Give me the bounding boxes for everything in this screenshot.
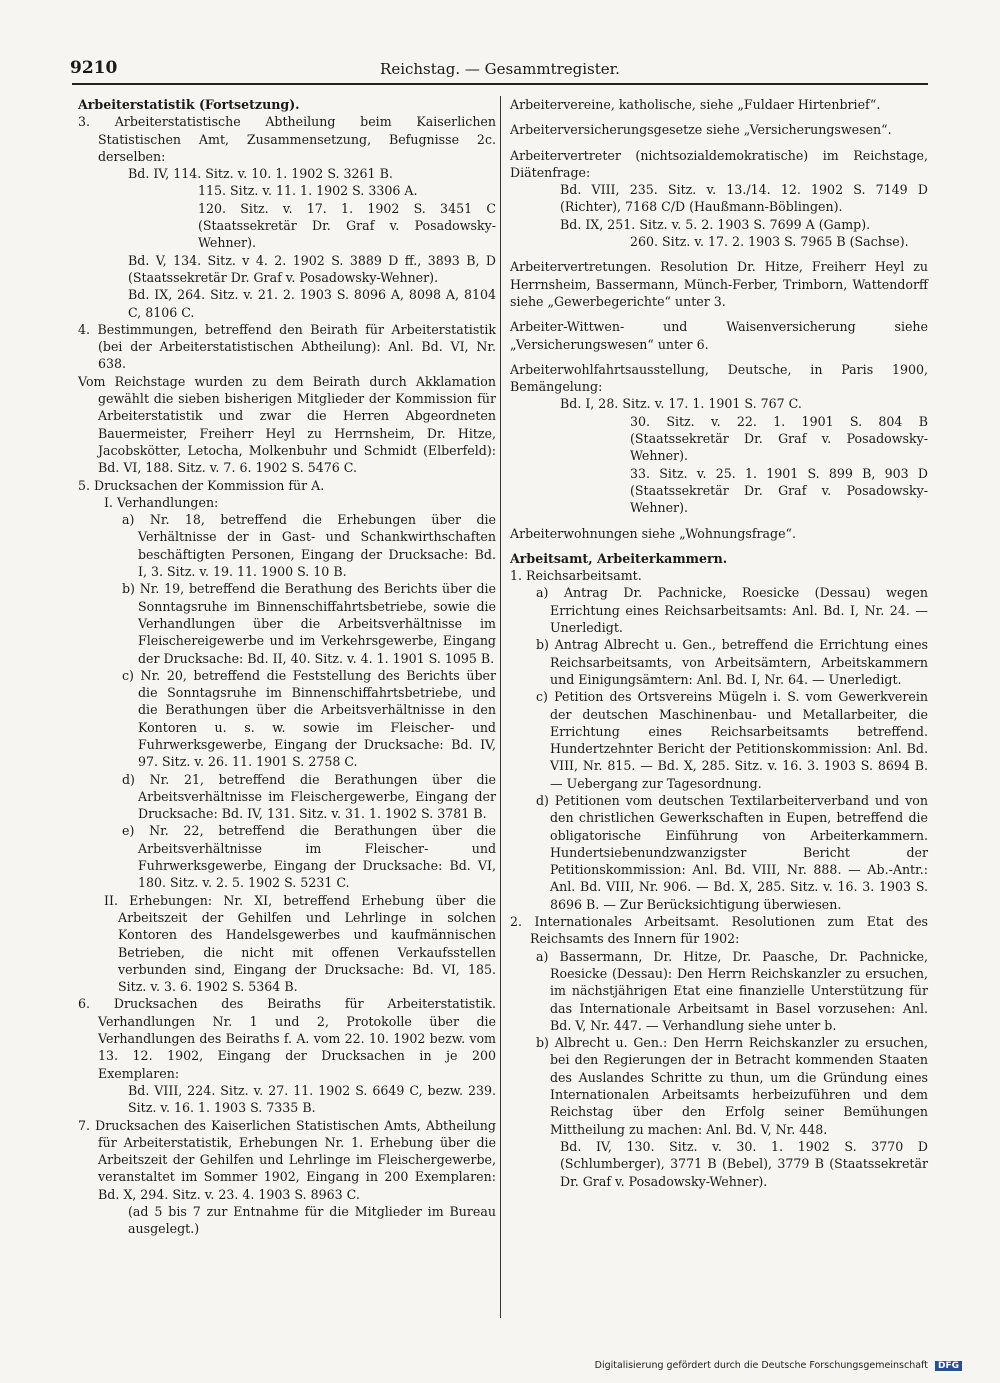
right-column-paragraph: Arbeiterversicherungsgesetze siehe „Versicherungswesen“. (510, 122, 892, 138)
right-column-paragraph: b) Albrecht u. Gen.: Den Herrn Reichskanzler zu ersuchen, bei den Regierungen der in Betracht kommenden Staaten des Auslandes Schritte zu thun, um die Gründung eines Internationalen Arbeitsamts herbeizuführen und dem Reichstag über den Erfolg seiner Bemühungen Mittheilung zu machen: Anl. Bd. V, Nr. 448. (536, 1035, 928, 1137)
left-column-paragraph: d) Nr. 21, betreffend die Berathungen über die Arbeitsverhältnisse im Fleischergewerbe, Eingang der Drucksache: Bd. IV, 131. Sitz. v. 31. 1. 1902 S. 3781 B. (122, 771, 496, 822)
right-column-paragraph: Arbeiterwohlfahrtsausstellung, Deutsche, in Paris 1900, Bemängelung: (510, 361, 928, 395)
footer-credit (595, 1360, 962, 1371)
right-column-paragraph: Arbeitervertreter (nichtsozialdemokratische) im Reichstage, Diätenfrage: (510, 147, 928, 180)
left-column-paragraph: 4. Bestimmungen, betreffend den Beirath für Arbeiterstatistik (bei der Arbeiterstatistischen Abtheilung): Anl. Bd. VI, Nr. 638. (78, 321, 496, 372)
right-column-paragraph: 2. Internationales Arbeitsamt. Resolutionen zum Etat des Reichsamts des Innern für 1902: (510, 914, 928, 947)
right-column-paragraph: Arbeitervereine, katholische, siehe „Fuldaer Hirtenbrief“. (510, 97, 881, 112)
right-column-paragraph: a) Antrag Dr. Pachnicke, Roesicke (Dessau) wegen Errichtung eines Reichsarbeitsamts: Anl. Bd. I, Nr. 24. — Unerledigt. (536, 585, 928, 636)
right-column (510, 96, 928, 1190)
left-column-paragraph: Arbeiterstatistik (Fortsetzung). (78, 97, 300, 112)
right-column-paragraph: 260. Sitz. v. 17. 2. 1903 S. 7965 B (Sachse). (630, 234, 909, 250)
header-rule (72, 83, 928, 85)
left-column-paragraph: a) Nr. 18, betreffend die Erhebungen über die Verhältnisse der in Gast- und Schankwirthschaften beschäftigten Personen, Eingang der Drucksache: Bd. I, 3. Sitz. v. 19. 11. 1900 S. 10 B. (122, 512, 496, 580)
right-column-paragraph: Bd. IX, 251. Sitz. v. 5. 2. 1903 S. 7699 A (Gamp). (560, 216, 871, 232)
left-column-paragraph: II. Erhebungen: Nr. XI, betreffend Erhebung über die Arbeitszeit der Gehilfen und Lehrlinge in solchen Kontoren des Handelsgewerbes und kaufmännischen Betrieben, die nicht mit offenen Verkaufsstellen verbunden sind, Eingang der Drucksache: Bd. VI, 185. Sitz. v. 3. 6. 1902 S. 5364 B. (104, 892, 496, 995)
right-column-paragraph: b) Antrag Albrecht u. Gen., betreffend die Errichtung eines Reichsarbeitsamts, von Arbeitsämtern, Arbeitskammern und Einigungsämtern: Anl. Bd. I, Nr. 64. — Unerledigt. (536, 637, 928, 687)
left-column-paragraph: (ad 5 bis 7 zur Entnahme für die Mitglieder im Bureau ausgelegt.) (128, 1204, 496, 1237)
left-column-paragraph: b) Nr. 19, betreffend die Berathung des Berichts über die Sonntagsruhe im Binnenschiffahrtsbetriebe, sowie die Verhandlungen über die Arbeitsverhältnisse im Fleischereigewerbe und im Verkehrsgewerbe, Eingang der Drucksache: Bd. II, 40. Sitz. v. 4. 1. 1901 S. 1095 B. (122, 581, 496, 666)
right-column-paragraph: Arbeiterwohnungen siehe „Wohnungsfrage“. (510, 525, 796, 541)
right-column-paragraph: Bd. IV, 130. Sitz. v. 30. 1. 1902 S. 3770 D (Schlumberger), 3771 B (Bebel), 3779 B (Staatssekretär Dr. Graf v. Posadowsky-Wehner). (560, 1138, 928, 1189)
left-column-paragraph: Vom Reichstage wurden zu dem Beirath durch Akklamation gewählt die sieben bisherigen Mitglieder der Kommission für Arbeiterstatistik und zwar die Herren Abgeordneten Bauermeister, Freiherr Heyl zu Herrnsheim, Dr. Hitze, Jacobskötter, Letocha, Molkenbuhr und Schmidt (Elberfeld): Bd. VI, 188. Sitz. v. 7. 6. 1902 S. 5476 C. (78, 373, 496, 476)
right-column-paragraph: c) Petition des Ortsvereins Mügeln i. S. vom Gewerkverein der deutschen Maschinenbau- und Metallarbeiter, die Errichtung eines Reichsarbeitsamts betreffend. Hundertzehnter Bericht der Petitionskommission: Anl. Bd. VIII, Nr. 815. — Bd. X, 285. Sitz. v. 16. 3. 1903 S. 8694 B. — Uebergang zur Tagesordnung. (536, 689, 928, 791)
right-column-paragraph: 30. Sitz. v. 22. 1. 1901 S. 804 B (Staatssekretär Dr. Graf v. Posadowsky-Wehner). (630, 413, 928, 464)
right-column-paragraph: 1. Reichsarbeitsamt. (510, 568, 642, 584)
left-column-paragraph: Bd. IV, 114. Sitz. v. 10. 1. 1902 S. 3261 B. (128, 166, 393, 182)
left-column-paragraph: Bd. VIII, 224. Sitz. v. 27. 11. 1902 S. 6649 C, bezw. 239. Sitz. v. 16. 1. 1903 S. 7335 B. (128, 1082, 496, 1116)
right-column-paragraph: Arbeiter-Wittwen- und Waisenversicherung siehe „Versicherungswesen“ unter 6. (510, 319, 928, 352)
left-column (78, 96, 496, 1238)
left-column-paragraph: Bd. V, 134. Sitz. v 4. 2. 1902 S. 3889 D ff., 3893 B, D (Staatssekretär Dr. Graf v. Posadowsky-Wehner). (128, 252, 496, 285)
footer-credit-text: Digitalisierung gefördert durch die Deutsche Forschungsgemeinschaft (594, 1360, 928, 1371)
dfg-logo: DFG (935, 1361, 962, 1371)
page-number: 9210 (70, 58, 118, 78)
left-column-paragraph: 115. Sitz. v. 11. 1. 1902 S. 3306 A. (198, 183, 418, 199)
left-column-paragraph: e) Nr. 22, betreffend die Berathungen über die Arbeitsverhältnisse im Fleischer- und Fuhrwerksgewerbe, Eingang der Drucksache: Bd. VI, 180. Sitz. v. 2. 5. 1902 S. 5231 C. (122, 823, 496, 891)
right-column-paragraph: Bd. VIII, 235. Sitz. v. 13./14. 12. 1902 S. 7149 D (Richter), 7168 C/D (Haußmann-Böblingen). (560, 182, 928, 215)
left-column-paragraph: c) Nr. 20, betreffend die Feststellung des Berichts über die Sonntagsruhe im Binnenschiffahrtsbetriebe, und die Berathungen über die Arbeitsverhältnisse in den Kontoren u. s. w. sowie im Fleischer- und Fuhrwerksgewerbe, Eingang der Drucksache: Bd. IV, 97. Sitz. v. 26. 11. 1901 S. 2758 C. (122, 667, 496, 770)
left-column-paragraph: 3. Arbeiterstatistische Abtheilung beim Kaiserlichen Statistischen Amt, Zusammensetzung, Befugnisse 2c. derselben: (78, 114, 496, 164)
right-column-paragraph: Arbeitervertretungen. Resolution Dr. Hitze, Freiherr Heyl zu Herrnsheim, Bassermann, Münch-Ferber, Trimborn, Wattendorff siehe „Gewerbegerichte“ unter 3. (510, 259, 928, 309)
left-column-paragraph: I. Verhandlungen: (104, 494, 219, 510)
right-column-paragraph: a) Bassermann, Dr. Hitze, Dr. Paasche, Dr. Pachnicke, Roesicke (Dessau): Den Herrn Reichskanzler zu ersuchen, im nächstjährigen Etat eine finanzielle Unterstützung für das Internationale Arbeitsamt in Basel vorzusehen: Anl. Bd. V, Nr. 447. — Verhandlung siehe unter b. (536, 948, 928, 1033)
right-column-paragraph: 33. Sitz. v. 25. 1. 1901 S. 899 B, 903 D (Staatssekretär Dr. Graf v. Posadowsky-Wehner). (630, 465, 928, 516)
left-column-paragraph: 120. Sitz. v. 17. 1. 1902 S. 3451 C (Staatssekretär Dr. Graf v. Posadowsky-Wehner). (198, 200, 496, 251)
left-column-paragraph: 5. Drucksachen der Kommission für A. (78, 477, 325, 493)
right-column-paragraph: d) Petitionen vom deutschen Textilarbeiterverband und von den christlichen Gewerkschaften in Eupen, betreffend die obligatorische Einführung von Arbeiterkammern. Hundertsiebenundzwanzigster Bericht der Petitionskommission: Anl. Bd. VIII, Nr. 888. — Ab.-Antr.: Anl. Bd. VIII, Nr. 906. — Bd. X, 285. Sitz. v. 16. 3. 1903 S. 8696 B. — Zur Berücksichtigung überwiesen. (536, 792, 928, 912)
column-divider (500, 96, 501, 1318)
running-head: Reichstag. — Gesammtregister. (380, 60, 620, 78)
left-column-paragraph: 6. Drucksachen des Beiraths für Arbeiterstatistik. Verhandlungen Nr. 1 und 2, Protokolle über die Verhandlungen des Beiraths f. A. vom 22. 10. 1902 bezw. vom 13. 12. 1902, Eingang der Drucksachen in je 200 Exemplaren: (78, 996, 496, 1081)
left-column-paragraph: Bd. IX, 264. Sitz. v. 21. 2. 1903 S. 8096 A, 8098 A, 8104 C, 8106 C. (128, 287, 496, 320)
left-column-paragraph: 7. Drucksachen des Kaiserlichen Statistischen Amts, Abtheilung für Arbeiterstatistik, Erhebungen Nr. 1. Erhebung über die Arbeitszeit der Gehilfen und Lehrlinge im Fleischergewerbe, veranstaltet im Sommer 1902, Eingang in 200 Exemplaren: Bd. X, 294. Sitz. v. 23. 4. 1903 S. 8963 C. (78, 1117, 496, 1202)
right-column-paragraph: Bd. I, 28. Sitz. v. 17. 1. 1901 S. 767 C. (560, 396, 802, 412)
right-column-paragraph: Arbeitsamt, Arbeiterkammern. (510, 550, 728, 566)
